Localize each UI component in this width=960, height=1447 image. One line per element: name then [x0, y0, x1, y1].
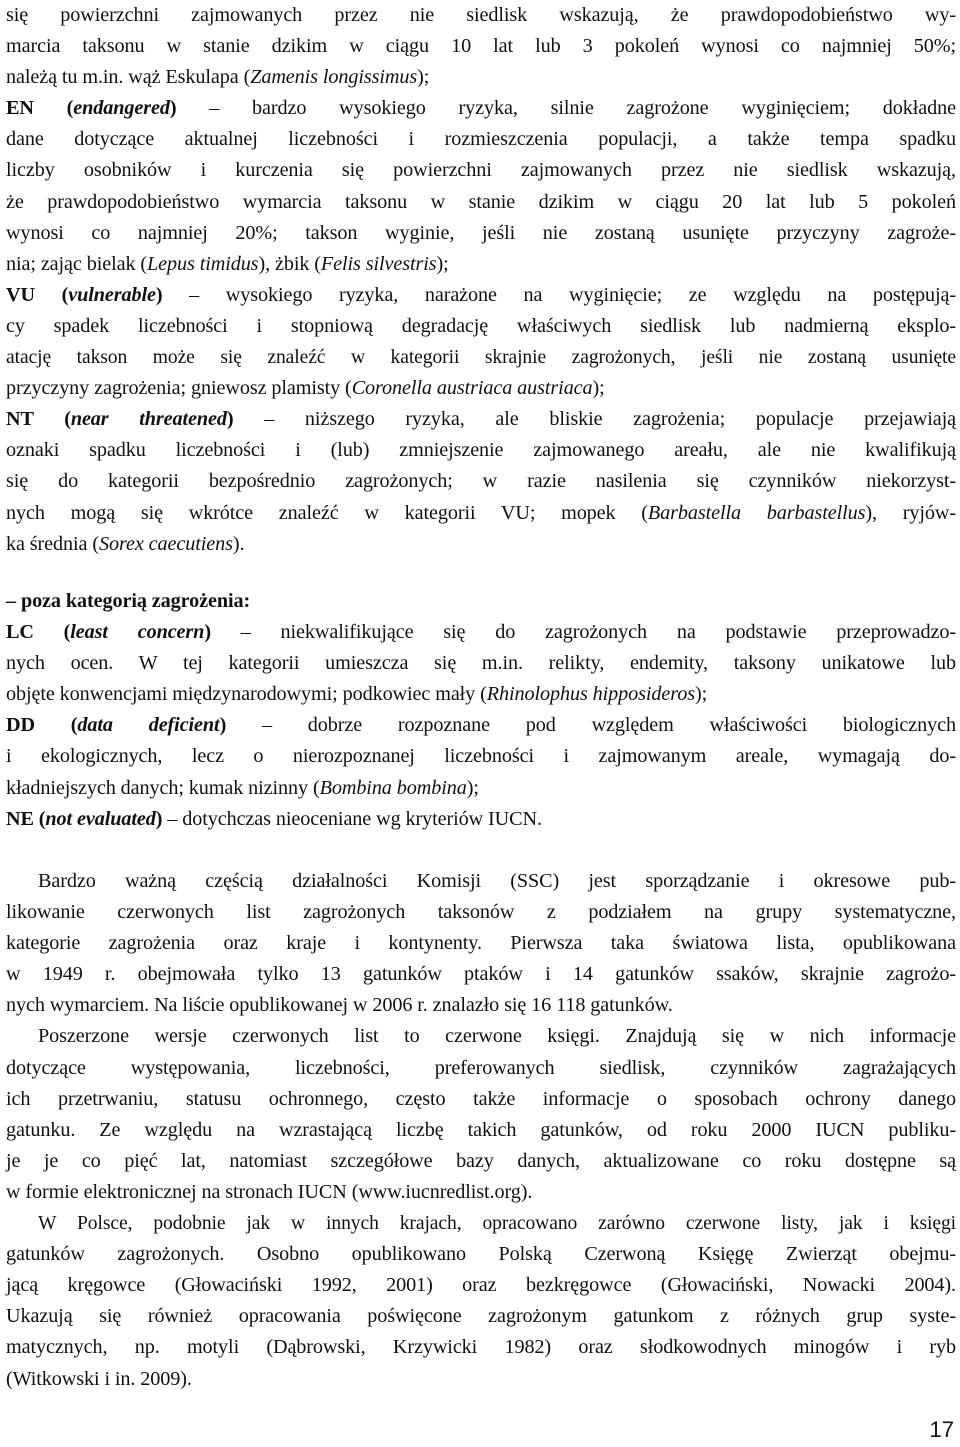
text-line: oznaki spadku liczebności i (lub) zmniejszenie zajmowanego areału, ale nie kwalifikują	[6, 439, 956, 462]
text-line: się do kategorii bezpośrednio zagrożonych; w razie nasilenia się czynników niekorzyst-	[6, 470, 956, 493]
threat-categories-list	[6, 0, 956, 560]
text-line: cy spadek liczebności i stopniową degradację właściwych siedlisk lub nadmierną eksplo-	[6, 314, 956, 337]
text-line: w 1949 r. obejmowała tylko 13 gatunków ptaków i 14 gatunków ssaków, skrajnie zagrożo-	[6, 963, 956, 986]
category-nt-entry: NT (near threatened) – niższego ryzyka, ale bliskie zagrożenia; populacje przejawiają	[6, 408, 956, 431]
text-line: nia; zając bielak (Lepus timidus), żbik (Felis silvestris);	[6, 252, 449, 275]
text-line: ich przetrwaniu, statusu ochronnego, często także informacje o sposobach ochrony danego	[6, 1087, 956, 1110]
category-name: data deficient	[77, 714, 220, 737]
category-name: vulnerable	[68, 283, 156, 306]
text-line: nych ocen. W tej kategorii umieszcza się m.in. relikty, endemity, taksony unikatowe lub	[6, 652, 956, 675]
category-dd-entry: DD (data deficient) – dobrze rozpoznane pod względem właściwości biologicznych	[6, 714, 956, 737]
text-line: objęte konwencjami międzynarodowymi; podkowiec mały (Rhinolophus hipposideros);	[6, 683, 708, 706]
text-line: liczby osobników i kurczenia się powierzchni zajmowanych przez nie siedlisk wskazują,	[6, 159, 956, 182]
text-line: (Witkowski i in. 2009).	[6, 1367, 192, 1390]
non-threat-categories-list	[6, 586, 956, 835]
text-line: atację takson może się znaleźć w kategorii skrajnie zagrożonych, jeśli nie zostaną usunięte	[6, 347, 956, 369]
text-line: w formie elektronicznej na stronach IUCN (www.iucnredlist.org).	[6, 1180, 533, 1203]
category-code: LC	[6, 621, 34, 644]
category-lc-entry: LC (least concern) – niekwalifikujące się do zagrożonych na podstawie przeprowadzo-	[6, 621, 956, 644]
species-name: Rhinolophus hipposideros	[486, 683, 696, 706]
text-line: dane dotyczące aktualnej liczebności i rozmieszczenia populacji, a także tempa spadku	[6, 128, 956, 151]
category-en-entry: EN (endangered) – bardzo wysokiego ryzyka, silnie zagrożone wyginięciem; dokładne	[6, 97, 956, 120]
text-line: że prawdopodobieństwo wymarcia taksonu w stanie dzikim w ciągu 20 lat lub 5 pokoleń	[6, 190, 956, 213]
text-line: likowanie czerwonych list zagrożonych taksonów z podziałem na grupy systematyczne,	[6, 901, 956, 924]
text-line: należą tu m.in. wąż Eskulapa (Zamenis longissimus);	[6, 66, 430, 89]
paragraph	[6, 1208, 956, 1395]
category-ne-entry: NE (not evaluated) – dotychczas nieoceniane wg kryteriów IUCN.	[6, 807, 542, 830]
text-line: przyczyny zagrożenia; gniewosz plamisty (Coronella austriaca austriaca);	[6, 377, 605, 400]
species-name: Zamenis longissimus	[250, 66, 418, 89]
category-name: not evaluated	[45, 807, 156, 830]
category-code: EN	[6, 97, 34, 120]
text-line: kładniejszych danych; kumak nizinny (Bombina bombina);	[6, 776, 479, 799]
species-name: Lepus timidus	[147, 252, 259, 275]
text-line: dotyczące występowania, liczebności, preferowanych siedlisk, czynników zagrażających	[6, 1056, 956, 1079]
text-line: Poszerzone wersje czerwonych list to czerwone księgi. Znajdują się w nich informacje	[38, 1025, 956, 1048]
text-line: Ukazują się również opracowania poświęcone zagrożonym gatunkom z różnych grup syste-	[6, 1305, 956, 1328]
species-name: Coronella austriaca austriaca	[351, 377, 593, 400]
species-name: Sorex caecutiens	[98, 532, 233, 555]
text-line: ka średnia (Sorex caecutiens).	[6, 532, 245, 555]
text-line: je je co pięć lat, natomiast szczegółowe bazy danych, aktualizowane co roku dostępne są	[6, 1149, 956, 1172]
text-line: marcia taksonu w stanie dzikim w ciągu 10 lat lub 3 pokoleń wynosi co najmniej 50%;	[6, 35, 956, 58]
category-code: VU	[6, 283, 35, 306]
text-line: gatunków zagrożonych. Osobno opublikowano Polską Czerwoną Księgę Zwierząt obejmu-	[6, 1243, 956, 1266]
category-code: DD	[6, 714, 35, 737]
text-line: gatunku. Ze względu na wzrastającą liczbę takich gatunków, od roku 2000 IUCN publiku-	[6, 1118, 956, 1141]
category-vu-entry: VU (vulnerable) – wysokiego ryzyka, narażone na wyginięcie; ze względu na postępują-	[6, 283, 956, 306]
category-code: NT	[6, 408, 34, 431]
text-line: i ekologicznych, lecz o nierozpoznanej liczebności i zajmowanym areale, wymagają do-	[6, 745, 956, 768]
text-line: kategorie zagrożenia oraz kraje i kontynenty. Pierwsza taka światowa lista, opublikowana	[6, 932, 956, 955]
text-line: jącą kręgowce (Głowaciński 1992, 2001) oraz bezkręgowce (Głowaciński, Nowacki 2004).	[6, 1274, 956, 1297]
text-line: się powierzchni zajmowanych przez nie siedlisk wskazują, że prawdopodobieństwo wy-	[6, 4, 956, 26]
text-line: wynosi co najmniej 20%; takson wyginie, jeśli nie zostaną usunięte przyczyny zagroże-	[6, 221, 956, 244]
paragraph	[6, 866, 956, 1021]
page-number: 17	[929, 1417, 954, 1442]
text-line: matycznych, np. motyli (Dąbrowski, Krzywicki 1982) oraz słodkowodnych minogów i ryb	[6, 1336, 956, 1359]
body-text	[6, 866, 956, 1395]
text-line: nych mogą się wkrótce znaleźć w kategorii VU; mopek (Barbastella barbastellus), ryjów-	[6, 501, 956, 524]
text-line: nych wymarciem. Na liście opublikowanej w 2006 r. znalazło się 16 118 gatunków.	[6, 994, 673, 1017]
text-line: W Polsce, podobnie jak w innych krajach, opracowano zarówno czerwone listy, jak i księgi	[38, 1213, 956, 1235]
species-name: Felis silvestris	[320, 252, 437, 275]
text-line: Bardzo ważną częścią działalności Komisji (SSC) jest sporządzanie i okresowe pub-	[38, 870, 956, 892]
category-name: endangered	[73, 97, 170, 120]
species-name: Barbastella barbastellus	[647, 501, 866, 524]
section-heading: – poza kategorią zagrożenia:	[6, 590, 251, 612]
category-code: NE	[6, 807, 34, 830]
category-name: near threatened	[70, 408, 227, 431]
paragraph	[6, 1021, 956, 1208]
species-name: Bombina bombina	[319, 776, 467, 799]
category-name: least concern	[70, 621, 205, 644]
